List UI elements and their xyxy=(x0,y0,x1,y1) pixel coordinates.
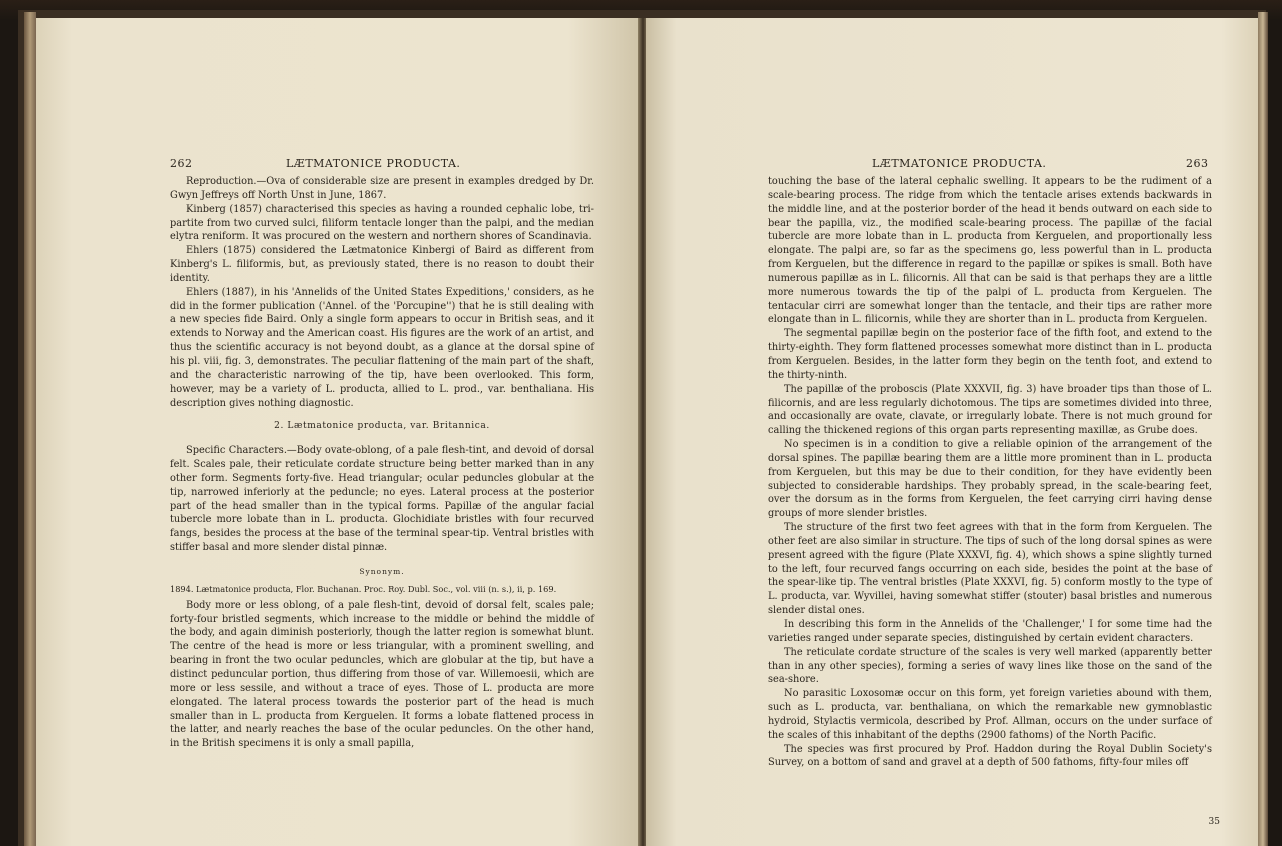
paragraph: Ehlers (1875) considered the Lætmatonice Kinbergi of Baird as different from Kinberg's L. filiformis, but, as previously stated, there is no reason to doubt their identity. xyxy=(170,245,594,284)
paragraph: Reproduction.—Ova of considerable size are present in examples dredged by Dr. Gwyn Jeffreys off North Unst in June, 1867. xyxy=(170,176,594,201)
specific-characters: Specific Characters.—Body ovate-oblong, of a pale flesh-tint, and devoid of dorsal felt. Scales pale, their reticulate cordate structure being better marked than in any other form. Segments forty-five. Head triangular; ocular peduncles globular at the tip, narrowed inferiorly at the peduncle; no eyes. Lateral process at the posterior part of the head smaller than in the typical forms. Papillæ of the angular facial tubercle more lobate than in L. producta. Glochidiate bristles with four recurved fangs, besides the process at the base of the terminal spear-tip. Ventral bristles with stiffer basal and more slender distal pinnæ. xyxy=(170,445,594,554)
section-title: 2. Lætmatonice producta, var. Britannica. xyxy=(274,421,490,432)
left-page-body xyxy=(170,175,594,751)
synonym-title: Synonym. xyxy=(359,566,405,576)
page-number-right: 263 xyxy=(1186,157,1209,170)
paragraph: touching the base of the lateral cephalic swelling. It appears to be the rudiment of a scale-bearing process. The ridge from which the tentacle arises extends backwards in the middle line, and at the posterior border of the head it bends outward on each side to bear the papilla, viz., the modified scale-bearing process. The papillæ of the facial tubercle are more lobate than in L. producta from Kerguelen, and proportionally less elongate. The palpi are, so far as the specimens go, less powerful than in L. producta from Kerguelen, but the difference in regard to the papillæ or spikes is small. Both have numerous papillæ as in L. filicornis. All that can be said is that perhaps they are a little more numerous towards the tip of the palpi of L. producta from Kerguelen. The tentacular cirri are somewhat longer than the tentacle, and their tips are rather more elongate than in L. filicornis, while they are shorter than in L. producta from Kerguelen. xyxy=(768,176,1212,326)
synonym-entry: 1894. Lætmatonice producta, Flor. Buchanan. Proc. Roy. Dubl. Soc., vol. viii (n. s.), ii, p. 169. xyxy=(170,583,557,594)
right-page xyxy=(646,18,1258,846)
book-edge-right xyxy=(1258,12,1268,846)
paragraph: The papillæ of the proboscis (Plate XXXVII, fig. 3) have broader tips than those of L. filicornis, and are less regularly dichotomous. The tips are sometimes divided into three, and occasionally are ovate, clavate, or irregularly lobate. There is not much ground for calling the thickened regions of this organ parts representing maxillæ, as Grube does. xyxy=(768,383,1212,437)
left-page xyxy=(36,18,640,846)
description: Body more or less oblong, of a pale flesh-tint, devoid of dorsal felt, scales pale; forty-four bristled segments, which increase to the middle or behind the middle of the body, and again diminish posteriorly, though the latter region is somewhat blunt. The centre of the head is more or less triangular, with a prominent swelling, and bearing in front the two ocular peduncles, which are globular at the tip, but have a distinct peduncular portion, thus differing from those of var. Willemoesii, which are more or less sessile, and without a trace of eyes. Those of L. producta are more elongated. The lateral process towards the posterior part of the head is much smaller than in L. producta from Kerguelen. It forms a lobate flattened process in the latter, and nearly reaches the base of the ocular peduncles. On the other hand, in the British specimens it is only a small papilla, xyxy=(170,599,594,750)
paragraph: The reticulate cordate structure of the scales is very well marked (apparently better than in any other species), forming a series of wavy lines like those on the sand of the sea-shore. xyxy=(768,646,1212,686)
paragraph: Ehlers (1887), in his 'Annelids of the United States Expeditions,' considers, as he did in the former publication ('Annel. of the 'Porcupine'') that he is still dealing with a new species fide Baird. Only a single form appears to occur in British seas, and it extends to Norway and the American coast. His figures are the work of an artist, and thus the scientific accuracy is not beyond doubt, as a glance at the dorsal spine of his pl. viii, fig. 3, demonstrates. The peculiar flattening of the main part of the shaft, and the characteristic narrowing of the tip, have been overlooked. This form, however, may be a variety of L. producta, allied to L. prod., var. benthaliana. His description gives nothing diagnostic. xyxy=(170,286,594,409)
paragraph: No specimen is in a condition to give a reliable opinion of the arrangement of the dorsal spines. The papillæ bearing them are a little more prominent than in L. producta from Kerguelen, but this may be due to their condition, for they have evidently been subjected to considerable hardships. They probably spread, in the scale-bearing feet, over the dorsum as in the forms from Kerguelen, the feet carrying cirri having dense groups of more slender bristles. xyxy=(768,439,1212,520)
paragraph: The segmental papillæ begin on the posterior face of the fifth foot, and extend to the thirty-eighth. They form flattened processes somewhat more distinct than in L. producta from Kerguelen. Besides, in the latter form they begin on the tenth foot, and extend to the thirty-ninth. xyxy=(768,328,1212,381)
page-number-left: 262 xyxy=(170,157,193,170)
signature-mark: 35 xyxy=(1208,817,1220,827)
paragraph: In describing this form in the Annelids of the 'Challenger,' I for some time had the varieties ranged under separate species, distinguished by certain evident characters. xyxy=(768,619,1212,644)
paragraph: The species was first procured by Prof. Haddon during the Royal Dublin Society's Survey, on a bottom of sand and gravel at a depth of 500 fathoms, fifty-four miles off xyxy=(768,743,1212,769)
paragraph: No parasitic Loxosomæ occur on this form, yet foreign varieties abound with them, such as L. producta, var. benthaliana, on which the remarkable new gymnoblastic hydroid, Stylactis vermicola, described by Prof. Allman, occurs on the under surface of the scales of this inhabitant of the depths (2900 fathoms) of the North Pacific. xyxy=(768,688,1212,741)
right-page-body xyxy=(768,175,1212,770)
book-edge-left xyxy=(24,12,36,846)
paragraph: The structure of the first two feet agrees with that in the form from Kerguelen. The other feet are also similar in structure. The tips of such of the long dorsal spines as were present agreed with the figure (Plate XXXVI, fig. 4), which shows a spine slightly turned to the left, four recurved fangs occurring on each side, besides the point at the base of the spear-like tip. The ventral bristles (Plate XXXVI, fig. 5) conform mostly to the type of L. producta, var. Wyvillei, having somewhat stiffer (stouter) basal bristles and numerous slender distal ones. xyxy=(768,522,1212,617)
running-head-right: LÆTMATONICE PRODUCTA. xyxy=(872,157,1047,170)
paragraph: Kinberg (1857) characterised this species as having a rounded cephalic lobe, tri-partite from two curved sulci, filiform tentacle longer than the palpi, and the median elytra reniform. It was procured on the western and northern shores of Scandinavia. xyxy=(170,203,594,243)
running-head-left: LÆTMATONICE PRODUCTA. xyxy=(286,157,461,170)
